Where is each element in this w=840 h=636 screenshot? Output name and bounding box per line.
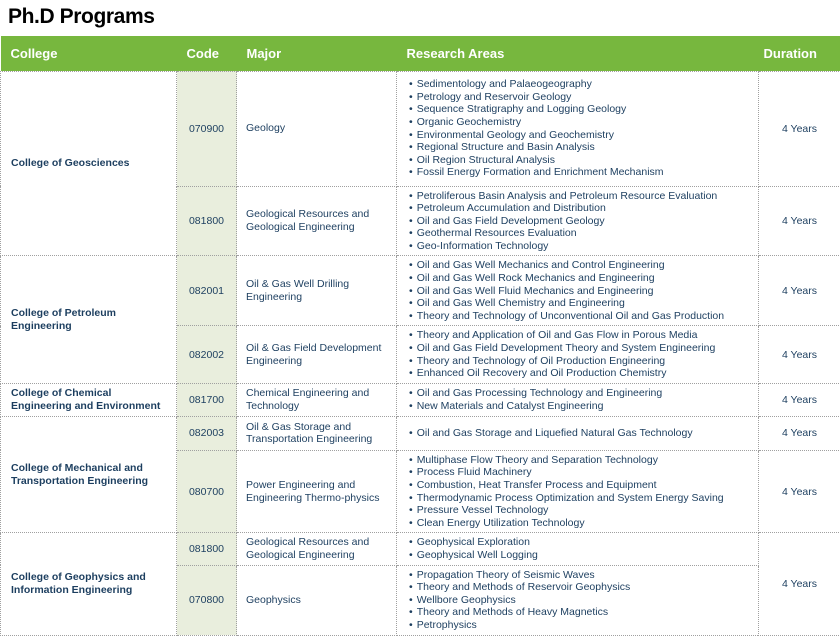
research-areas-cell	[397, 565, 759, 635]
major-cell: Power Engineering and Engineering Thermo-physics	[237, 450, 397, 533]
major-cell: Geology	[237, 71, 397, 186]
major-cell: Chemical Engineering and Technology	[237, 383, 397, 416]
research-area-list	[403, 454, 754, 530]
major-cell: Oil & Gas Storage and Transportation Engineering	[237, 416, 397, 450]
research-area-list	[403, 329, 754, 379]
code-cell: 082002	[177, 326, 237, 383]
college-cell: College of Geosciences	[1, 71, 177, 256]
college-cell: College of Geophysics and Information Engineering	[1, 533, 177, 635]
code-cell: 081700	[177, 383, 237, 416]
table-row	[1, 71, 840, 186]
research-areas-cell	[397, 533, 759, 565]
research-areas-cell	[397, 256, 759, 326]
column-header-code: Code	[177, 36, 237, 71]
research-area-item: • Oil and Gas Well Chemistry and Engineering	[403, 297, 754, 310]
research-areas-cell	[397, 186, 759, 256]
research-area-item: • Theory and Technology of Unconventional Oil and Gas Production	[403, 310, 754, 323]
research-area-item: • Oil and Gas Storage and Liquefied Natural Gas Technology	[403, 427, 754, 440]
research-area-item: • Enhanced Oil Recovery and Oil Production Chemistry	[403, 367, 754, 380]
research-area-item: • Geophysical Well Logging	[403, 549, 754, 562]
research-area-item: • Petrology and Reservoir Geology	[403, 91, 754, 104]
research-area-item: • Oil and Gas Processing Technology and Engineering	[403, 387, 754, 400]
major-cell: Geophysics	[237, 565, 397, 635]
research-area-item: • Petroleum Accumulation and Distribution	[403, 202, 754, 215]
duration-cell: 4 Years	[759, 416, 840, 450]
research-area-item: • Oil and Gas Well Rock Mechanics and Engineering	[403, 272, 754, 285]
table-row	[1, 416, 840, 450]
research-area-item: • Geophysical Exploration	[403, 536, 754, 549]
research-area-item: • Thermodynamic Process Optimization and System Energy Saving	[403, 492, 754, 505]
research-area-list	[403, 569, 754, 632]
research-area-list	[403, 78, 754, 179]
research-area-item: • Theory and Technology of Oil Production Engineering	[403, 355, 754, 368]
research-area-item: • Theory and Methods of Heavy Magnetics	[403, 606, 754, 619]
code-cell: 081800	[177, 186, 237, 256]
research-area-item: • Geo-Information Technology	[403, 240, 754, 253]
research-area-item: • Geothermal Resources Evaluation	[403, 227, 754, 240]
code-cell: 082001	[177, 256, 237, 326]
research-area-item: • Petrophysics	[403, 619, 754, 632]
research-area-item: • Regional Structure and Basin Analysis	[403, 141, 754, 154]
table-row	[1, 256, 840, 326]
research-area-item: • Theory and Application of Oil and Gas Flow in Porous Media	[403, 329, 754, 342]
research-area-item: • Theory and Methods of Reservoir Geophysics	[403, 581, 754, 594]
duration-cell: 4 Years	[759, 326, 840, 383]
research-area-item: • Fossil Energy Formation and Enrichment Mechanism	[403, 166, 754, 179]
duration-cell: 4 Years	[759, 383, 840, 416]
research-areas-cell	[397, 326, 759, 383]
research-area-list	[403, 427, 754, 440]
research-area-item: • Sedimentology and Palaeogeography	[403, 78, 754, 91]
research-area-item: • Process Fluid Machinery	[403, 466, 754, 479]
duration-cell: 4 Years	[759, 533, 840, 635]
research-area-item: • Multiphase Flow Theory and Separation Technology	[403, 454, 754, 467]
duration-cell: 4 Years	[759, 186, 840, 256]
research-area-item: • Oil and Gas Field Development Theory and System Engineering	[403, 342, 754, 355]
research-area-list	[403, 259, 754, 322]
major-cell: Oil & Gas Field Development Engineering	[237, 326, 397, 383]
header-row	[1, 36, 840, 71]
table-row	[1, 383, 840, 416]
research-area-list	[403, 387, 754, 412]
research-area-item: • Pressure Vessel Technology	[403, 504, 754, 517]
code-cell: 081800	[177, 533, 237, 565]
major-cell: Oil & Gas Well Drilling Engineering	[237, 256, 397, 326]
major-cell: Geological Resources and Geological Engineering	[237, 533, 397, 565]
research-area-item: • Sequence Stratigraphy and Logging Geology	[403, 103, 754, 116]
research-area-item: • Organic Geochemistry	[403, 116, 754, 129]
code-cell: 070900	[177, 71, 237, 186]
phd-programs-table	[0, 36, 840, 636]
research-area-item: • Petroliferous Basin Analysis and Petroleum Resource Evaluation	[403, 190, 754, 203]
college-cell: College of Chemical Engineering and Environment	[1, 383, 177, 416]
research-area-item: • Wellbore Geophysics	[403, 594, 754, 607]
table-row	[1, 533, 840, 565]
college-cell: College of Petroleum Engineering	[1, 256, 177, 383]
research-area-item: • Combustion, Heat Transfer Process and Equipment	[403, 479, 754, 492]
duration-cell: 4 Years	[759, 71, 840, 186]
column-header-major: Major	[237, 36, 397, 71]
research-area-item: • New Materials and Catalyst Engineering	[403, 400, 754, 413]
page-title: Ph.D Programs	[0, 0, 840, 36]
research-area-item: • Oil Region Structural Analysis	[403, 154, 754, 167]
research-area-item: • Oil and Gas Well Mechanics and Control Engineering	[403, 259, 754, 272]
research-area-item: • Environmental Geology and Geochemistry	[403, 129, 754, 142]
research-areas-cell	[397, 383, 759, 416]
duration-cell: 4 Years	[759, 256, 840, 326]
major-cell: Geological Resources and Geological Engineering	[237, 186, 397, 256]
column-header-duration: Duration	[759, 36, 840, 71]
column-header-research: Research Areas	[397, 36, 759, 71]
code-cell: 080700	[177, 450, 237, 533]
research-areas-cell	[397, 71, 759, 186]
research-area-list	[403, 190, 754, 253]
research-areas-cell	[397, 450, 759, 533]
code-cell: 082003	[177, 416, 237, 450]
research-area-item: • Propagation Theory of Seismic Waves	[403, 569, 754, 582]
research-area-item: • Oil and Gas Well Fluid Mechanics and Engineering	[403, 285, 754, 298]
research-area-list	[403, 536, 754, 561]
research-areas-cell	[397, 416, 759, 450]
research-area-item: • Oil and Gas Field Development Geology	[403, 215, 754, 228]
research-area-item: • Clean Energy Utilization Technology	[403, 517, 754, 530]
column-header-college: College	[1, 36, 177, 71]
college-cell: College of Mechanical and Transportation Engineering	[1, 416, 177, 533]
duration-cell: 4 Years	[759, 450, 840, 533]
code-cell: 070800	[177, 565, 237, 635]
